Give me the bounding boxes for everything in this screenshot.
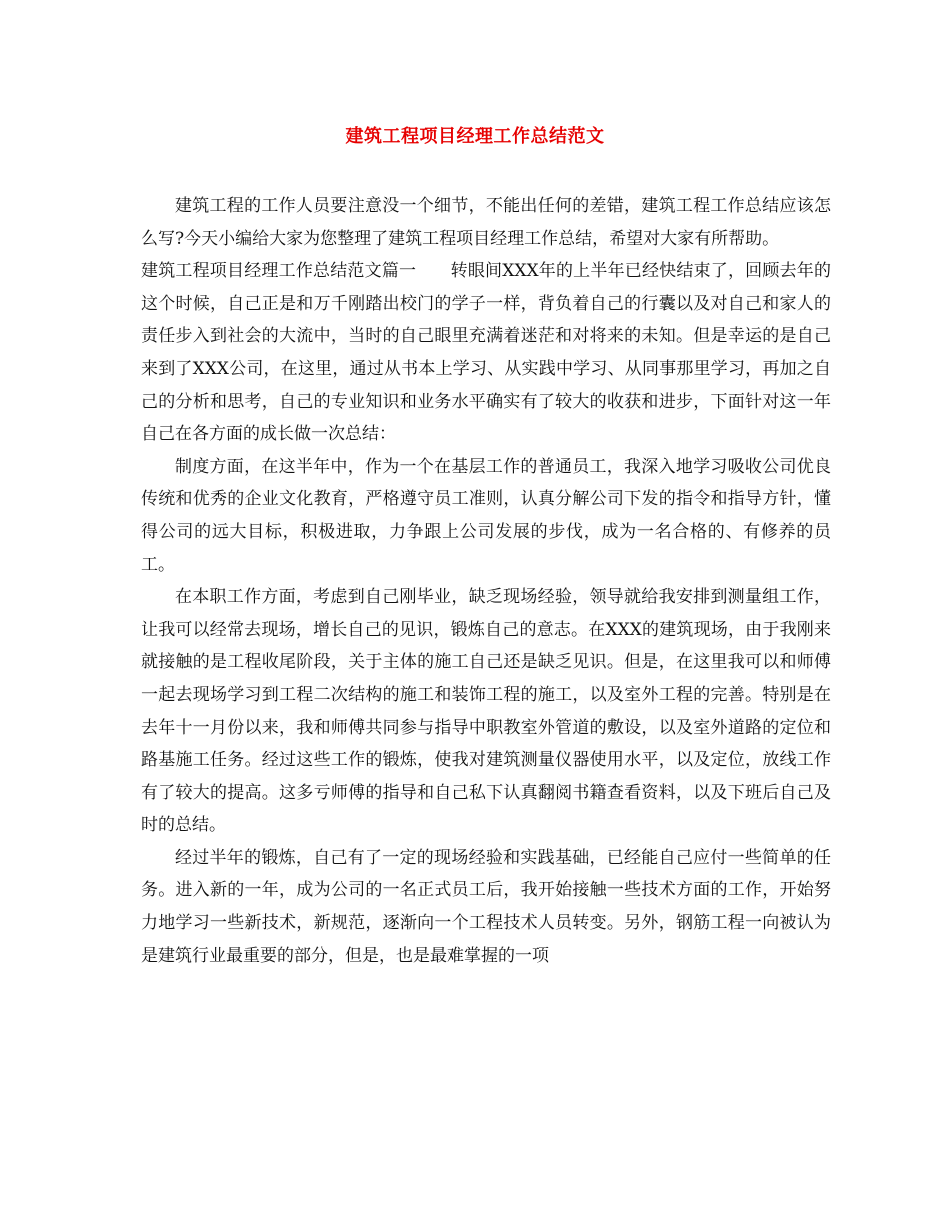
document-title: 建筑工程项目经理工作总结范文 <box>345 126 605 147</box>
paragraph-progress: 经过半年的锻炼，自己有了一定的现场经验和实践基础，已经能自己应付一些简单的任务。进入新的一年，成为公司的一名正式员工后，我开始接触一些技术方面的工作，开始努力地学习一些新技术，新规范，逐渐向一个工程技术人员转变。另外，钢筋工程一向被认为是建筑行业最重要的部分，但是，也是最难掌握的一项 <box>141 847 831 966</box>
document-body <box>141 190 831 972</box>
paragraph-intro: 建筑工程的工作人员要注意没一个细节，不能出任何的差错，建筑工程工作总结应该怎么写?今天小编给大家为您整理了建筑工程项目经理工作总结，希望对大家有所帮助。 <box>141 196 831 249</box>
paragraph-institution: 制度方面，在这半年中，作为一个在基层工作的普通员工，我深入地学习吸收公司优良传统和优秀的企业文化教育，严格遵守员工准则，认真分解公司下发的指令和指导方针，懂得公司的远大目标，积极进取，力争跟上公司发展的步伐，成为一名合格的、有修养的员工。 <box>141 456 831 575</box>
paragraph-job-duties: 在本职工作方面，考虑到自己刚毕业，缺乏现场经验，领导就给我安排到测量组工作，让我可以经常去现场，增长自己的见识，锻炼自己的意志。在XXX的建筑现场，由于我刚来就接触的是工程收尾阶段，关于主体的施工自己还是缺乏见识。但是，在这里我可以和师傅一起去现场学习到工程二次结构的施工和装饰工程的施工，以及室外工程的完善。特别是在去年十一月份以来，我和师傅共同参与指导中职教室外管道的敷设，以及室外道路的定位和路基施工任务。经过这些工作的锻炼，使我对建筑测量仪器使用水平，以及定位，放线工作有了较大的提高。这多亏师傅的指导和自己私下认真翻阅书籍查看资料，以及下班后自己及时的总结。 <box>141 587 831 836</box>
paragraph-section-one: 建筑工程项目经理工作总结范文篇一 转眼间XXX年的上半年已经快结束了，回顾去年的这个时候，自己正是和万千刚踏出校门的学子一样，背负着自己的行囊以及对自己和家人的责任步入到社会的大流中，当时的自己眼里充满着迷茫和对将来的未知。但是幸运的是自己来到了XXX公司，在这里，通过从书本上学习、从实践中学习、从同事那里学习，再加之自己的分析和思考，自己的专业知识和业务水平确实有了较大的收获和进步，下面针对这一年自己在各方面的成长做一次总结： <box>141 261 831 445</box>
